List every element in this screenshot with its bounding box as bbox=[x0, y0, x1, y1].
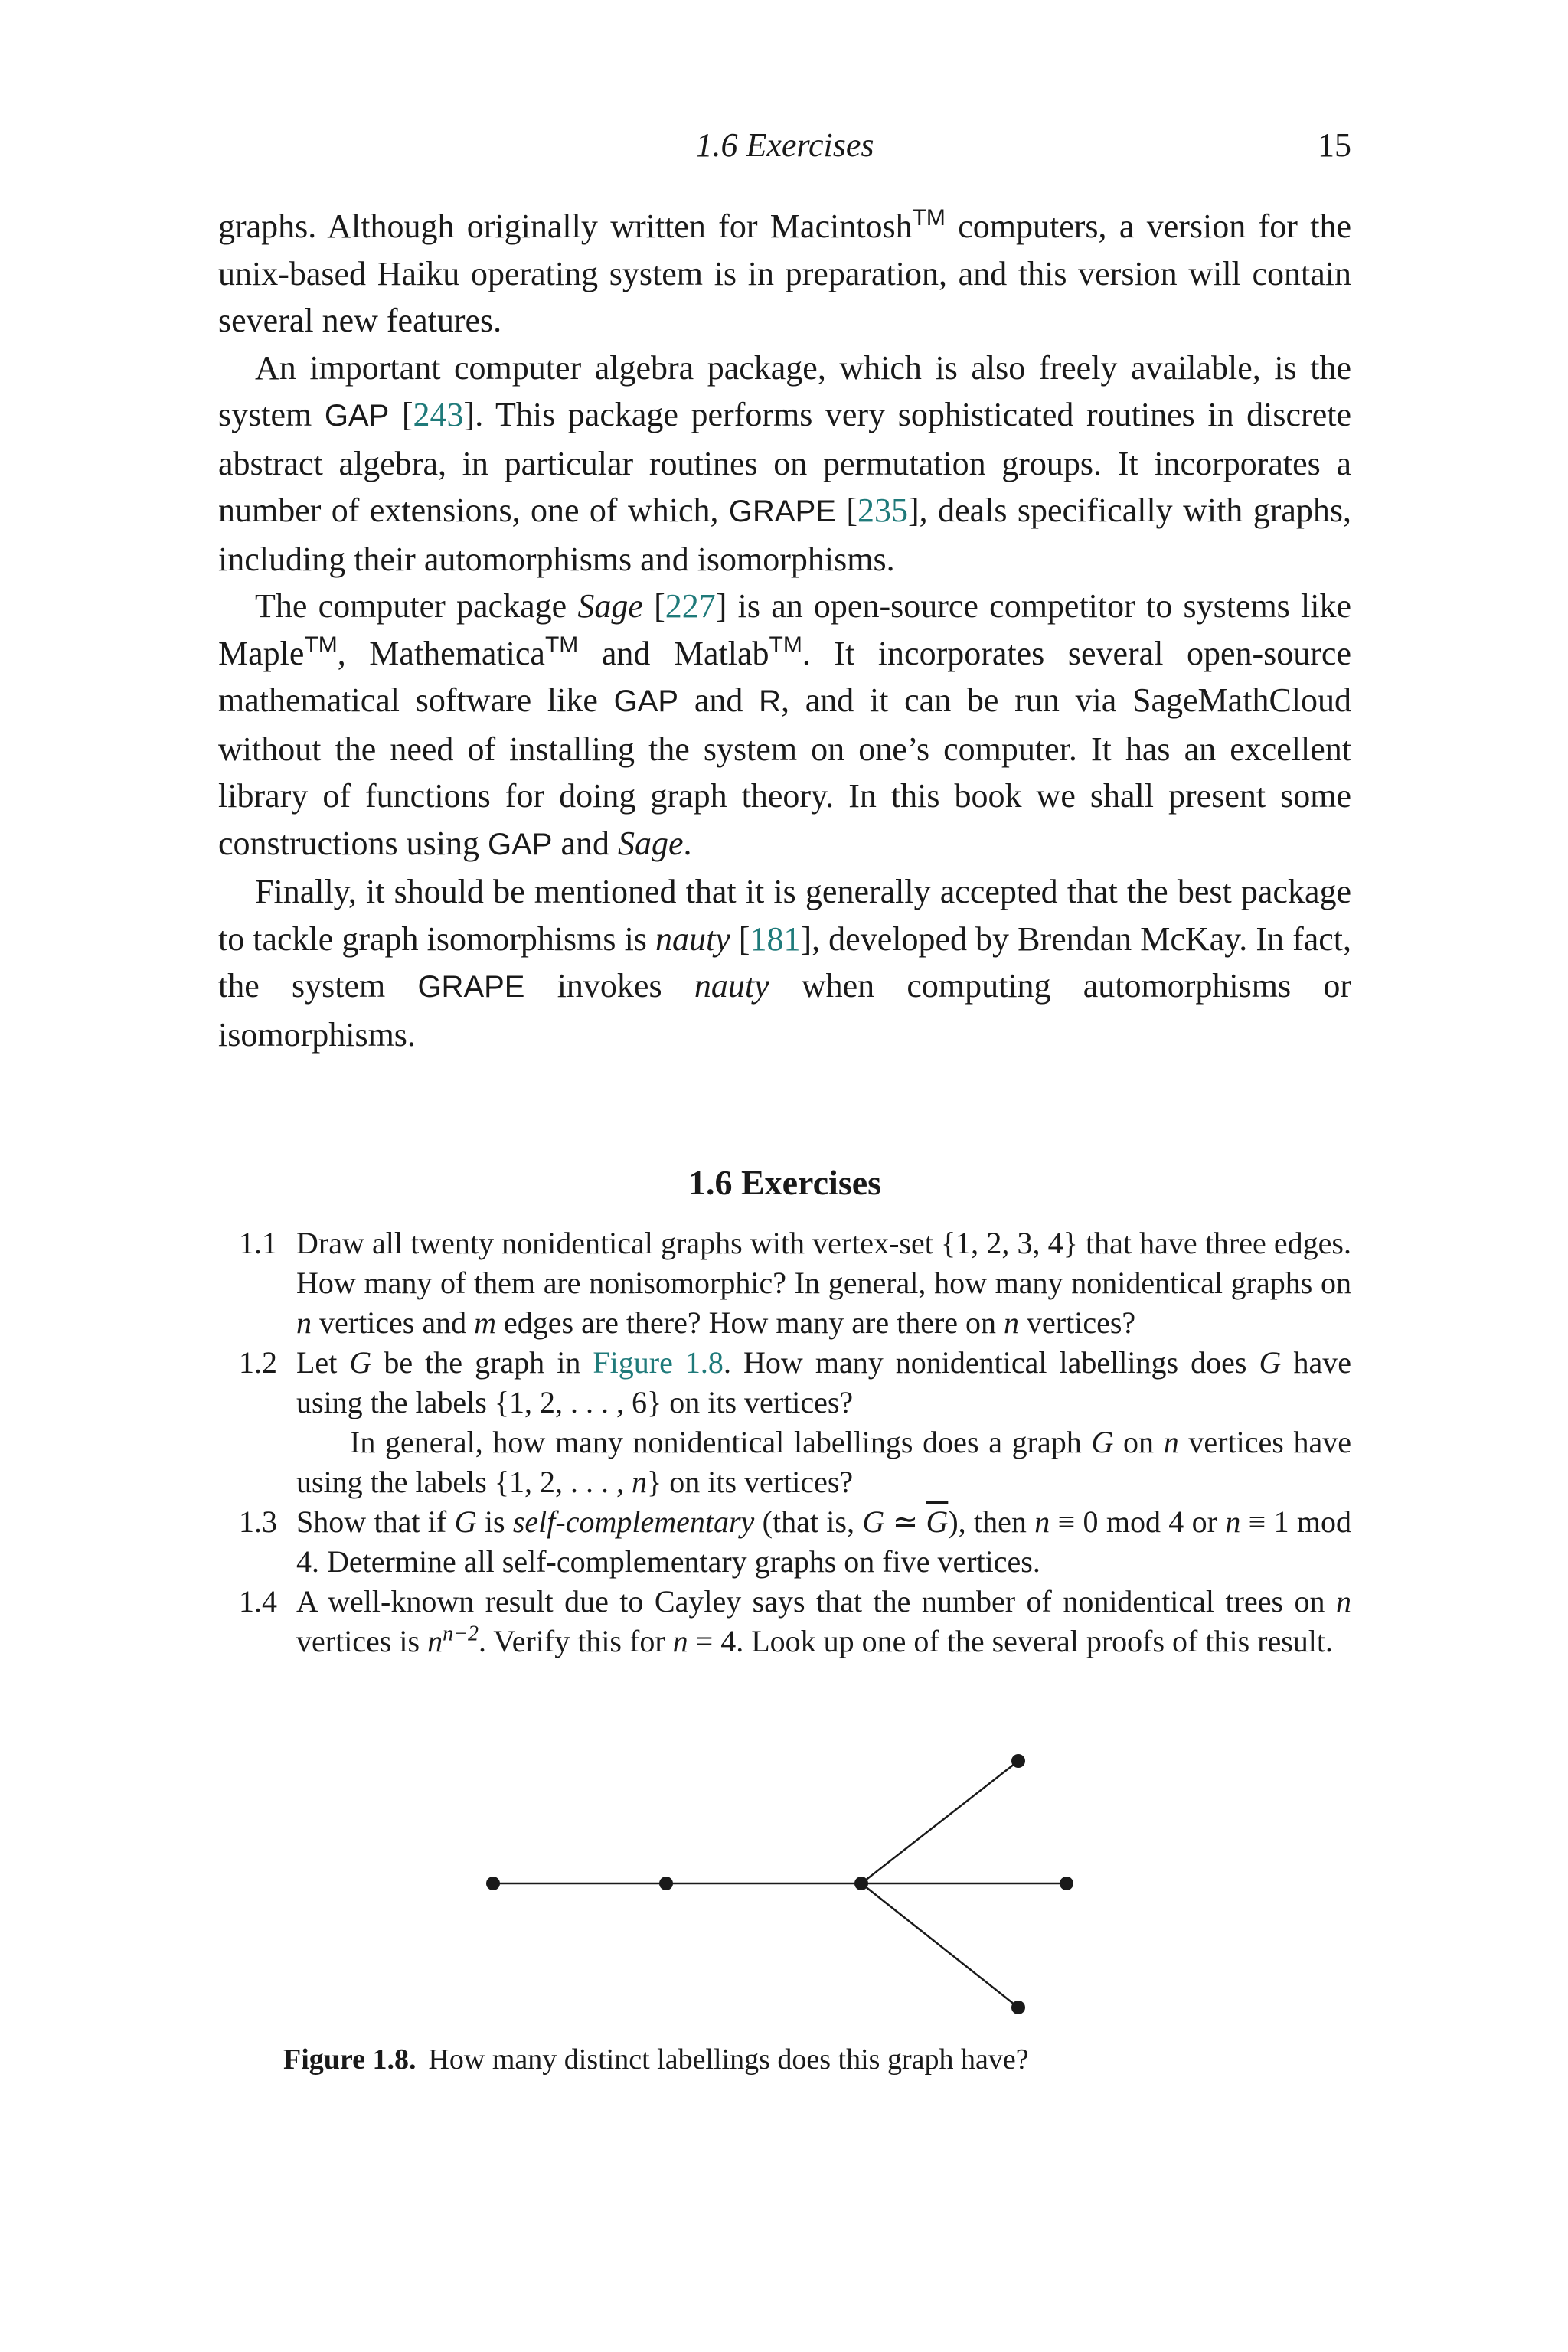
exercise-item bbox=[239, 1343, 1351, 1502]
software-name-gap: GAP bbox=[324, 399, 390, 433]
paragraph-2 bbox=[218, 345, 1351, 583]
text-run: = 4. Look up one of the several proofs of this result. bbox=[688, 1624, 1334, 1658]
math-var: n bbox=[1336, 1584, 1351, 1619]
text-run: . Verify this for bbox=[478, 1624, 673, 1658]
paragraph-1 bbox=[218, 203, 1351, 345]
text-run: edges are there? How many are there on bbox=[496, 1305, 1004, 1340]
text-run: [ bbox=[730, 920, 750, 958]
text-run: . How many nonidentical labellings does bbox=[723, 1345, 1259, 1380]
text-run: be the graph in bbox=[371, 1345, 593, 1380]
exercise-item bbox=[239, 1502, 1351, 1582]
text-run: } on its vertices? bbox=[647, 1465, 854, 1499]
text-run: invokes bbox=[524, 967, 694, 1004]
text-run: is bbox=[476, 1504, 513, 1539]
software-name-nauty: nauty bbox=[694, 967, 769, 1004]
math-var: n bbox=[427, 1624, 443, 1658]
math-var: G bbox=[1091, 1425, 1114, 1459]
trademark-mark: TM bbox=[912, 205, 946, 230]
text-run: ≡ 1 mod 4. Determine all self-complementary graphs on five vertices. bbox=[296, 1504, 1352, 1579]
page-number: 15 bbox=[1318, 126, 1351, 164]
software-name-r: R bbox=[759, 684, 781, 718]
body-text bbox=[218, 203, 1351, 1058]
text-run: on bbox=[1113, 1425, 1164, 1459]
section-heading: 1.6 Exercises bbox=[688, 1163, 882, 1202]
math-var: G bbox=[1259, 1345, 1282, 1380]
exercise-number: 1.3 bbox=[239, 1504, 277, 1539]
emphasis-term: self-complementary bbox=[512, 1504, 755, 1539]
text-run: vertices have using the labels {1, 2, . . . , bbox=[296, 1425, 1352, 1499]
text-run: and Matlab bbox=[578, 634, 769, 672]
text-run: Let bbox=[296, 1345, 350, 1380]
math-var: n bbox=[1163, 1425, 1179, 1459]
trademark-mark: TM bbox=[544, 632, 579, 658]
text-run: , Mathematica bbox=[337, 634, 545, 672]
math-var-complement: $\overline{G}$ bbox=[926, 1504, 949, 1539]
citation-link-227[interactable]: 227 bbox=[665, 587, 716, 625]
text-run: ], developed by Brendan McKay. In fact, the system bbox=[218, 920, 1352, 1004]
text-run: . bbox=[683, 824, 692, 862]
citation-link-243[interactable]: 243 bbox=[413, 396, 464, 433]
trademark-mark: TM bbox=[304, 632, 338, 658]
software-name-grape: GRAPE bbox=[728, 495, 836, 528]
running-head bbox=[218, 122, 1351, 168]
math-var: m bbox=[474, 1305, 497, 1340]
software-name-grape: GRAPE bbox=[417, 970, 525, 1004]
math-var: G bbox=[862, 1504, 885, 1539]
exercise-number: 1.2 bbox=[239, 1345, 277, 1380]
software-name-gap: GAP bbox=[613, 684, 679, 718]
figure-caption-label: Figure 1.8. bbox=[283, 2043, 416, 2076]
text-run: Draw all twenty nonidentical graphs with vertex-set {1, 2, 3, 4} that have three edges. How many of them are nonisomorphic? In general, how many nonidentical graphs on bbox=[296, 1226, 1351, 1300]
graph-vertex bbox=[659, 1877, 673, 1890]
text-run: A well-known result due to Cayley says that the number of nonidentical trees on bbox=[296, 1584, 1336, 1619]
citation-link-181[interactable]: 181 bbox=[750, 920, 801, 958]
math-var: G bbox=[349, 1345, 372, 1380]
math-var: n bbox=[632, 1465, 648, 1499]
math-var: n bbox=[1034, 1504, 1050, 1539]
text-run: [ bbox=[389, 396, 413, 433]
software-name-sage: Sage bbox=[577, 587, 643, 625]
text-run: vertices is bbox=[296, 1624, 428, 1658]
text-run: ], deals specifically with graphs, including their automorphisms and isomorphisms. bbox=[218, 492, 1352, 578]
text-run: ] is an open-source competitor to systems like Maple bbox=[218, 587, 1351, 672]
trademark-mark: TM bbox=[769, 632, 802, 658]
text-run: ≡ 0 mod 4 or bbox=[1050, 1504, 1226, 1539]
math-var: G bbox=[454, 1504, 477, 1539]
graph-vertex bbox=[1011, 1754, 1025, 1768]
text-run: (that is, bbox=[754, 1504, 863, 1539]
text-run: graphs. Although originally written for Macintosh bbox=[218, 207, 913, 245]
software-name-nauty: nauty bbox=[655, 920, 730, 958]
paragraph-4 bbox=[218, 868, 1351, 1058]
running-head-title: 1.6 Exercises bbox=[695, 126, 874, 164]
graph-vertex bbox=[1060, 1877, 1073, 1890]
graph-edge bbox=[861, 1761, 1018, 1883]
math-var: n bbox=[672, 1624, 688, 1658]
text-run: and bbox=[552, 824, 618, 862]
text-run: Show that if bbox=[296, 1504, 455, 1539]
text-run: Finally, it should be mentioned that it is generally accepted that the best package to tackle graph isomorphisms is bbox=[218, 873, 1351, 958]
math-var: n bbox=[1225, 1504, 1241, 1539]
text-run: In general, how many nonidentical labellings does a graph bbox=[350, 1425, 1092, 1459]
math-var: n bbox=[1004, 1305, 1020, 1340]
figure-reference-link[interactable]: Figure 1.8 bbox=[593, 1345, 724, 1380]
text-run: vertices? bbox=[1019, 1305, 1136, 1340]
text-run: [ bbox=[835, 492, 858, 529]
text-run: when computing automorphisms or isomorphisms. bbox=[218, 967, 1351, 1054]
text-run: . It incorporates several open-source mathematical software like bbox=[218, 634, 1351, 719]
graph-vertex bbox=[1011, 2001, 1025, 2014]
graph-vertex bbox=[854, 1877, 868, 1890]
text-run: [ bbox=[642, 587, 665, 625]
math-var: n bbox=[296, 1305, 312, 1340]
text-run: computers, a version for the unix-based Haiku operating system is in preparation, and this version will contain several new features. bbox=[218, 207, 1352, 339]
text-run: The computer package bbox=[255, 587, 578, 625]
software-name-gap: GAP bbox=[487, 827, 553, 861]
text-run: vertices and bbox=[312, 1305, 475, 1340]
graph-edge bbox=[861, 1883, 1018, 2007]
paragraph-3 bbox=[218, 583, 1351, 868]
figure-caption-text: How many distinct labellings does this graph have? bbox=[428, 2043, 1029, 2076]
graph-vertex bbox=[486, 1877, 500, 1890]
software-name-sage: Sage bbox=[618, 824, 684, 862]
text-run: and bbox=[678, 681, 760, 719]
exercise-list bbox=[239, 1223, 1351, 1661]
text-run: ≃ bbox=[884, 1504, 926, 1539]
exercise-number: 1.4 bbox=[239, 1584, 277, 1619]
text-run: An important computer algebra package, which is also freely available, is the system bbox=[218, 348, 1351, 433]
figure-caption bbox=[283, 2040, 1202, 2079]
exercise-number: 1.1 bbox=[239, 1226, 277, 1260]
text-run: have using the labels {1, 2, . . . , 6} on its vertices? bbox=[296, 1345, 1352, 1419]
math-exponent: n−2 bbox=[443, 1622, 479, 1646]
citation-link-235[interactable]: 235 bbox=[858, 492, 909, 529]
text-run: ), then bbox=[948, 1504, 1035, 1539]
exercise-item bbox=[239, 1582, 1351, 1661]
text-run: , and it can be run via SageMathCloud without the need of installing the system on one’s computer. It has an excellent library of functions for doing graph theory. In this book we shall present some constructions using bbox=[218, 681, 1352, 862]
text-run: ]. This package performs very sophisticated routines in discrete abstract algebra, in particular routines on permutation groups. It incorporates a number of extensions, one of which, bbox=[218, 396, 1351, 529]
exercise-item bbox=[239, 1223, 1351, 1343]
